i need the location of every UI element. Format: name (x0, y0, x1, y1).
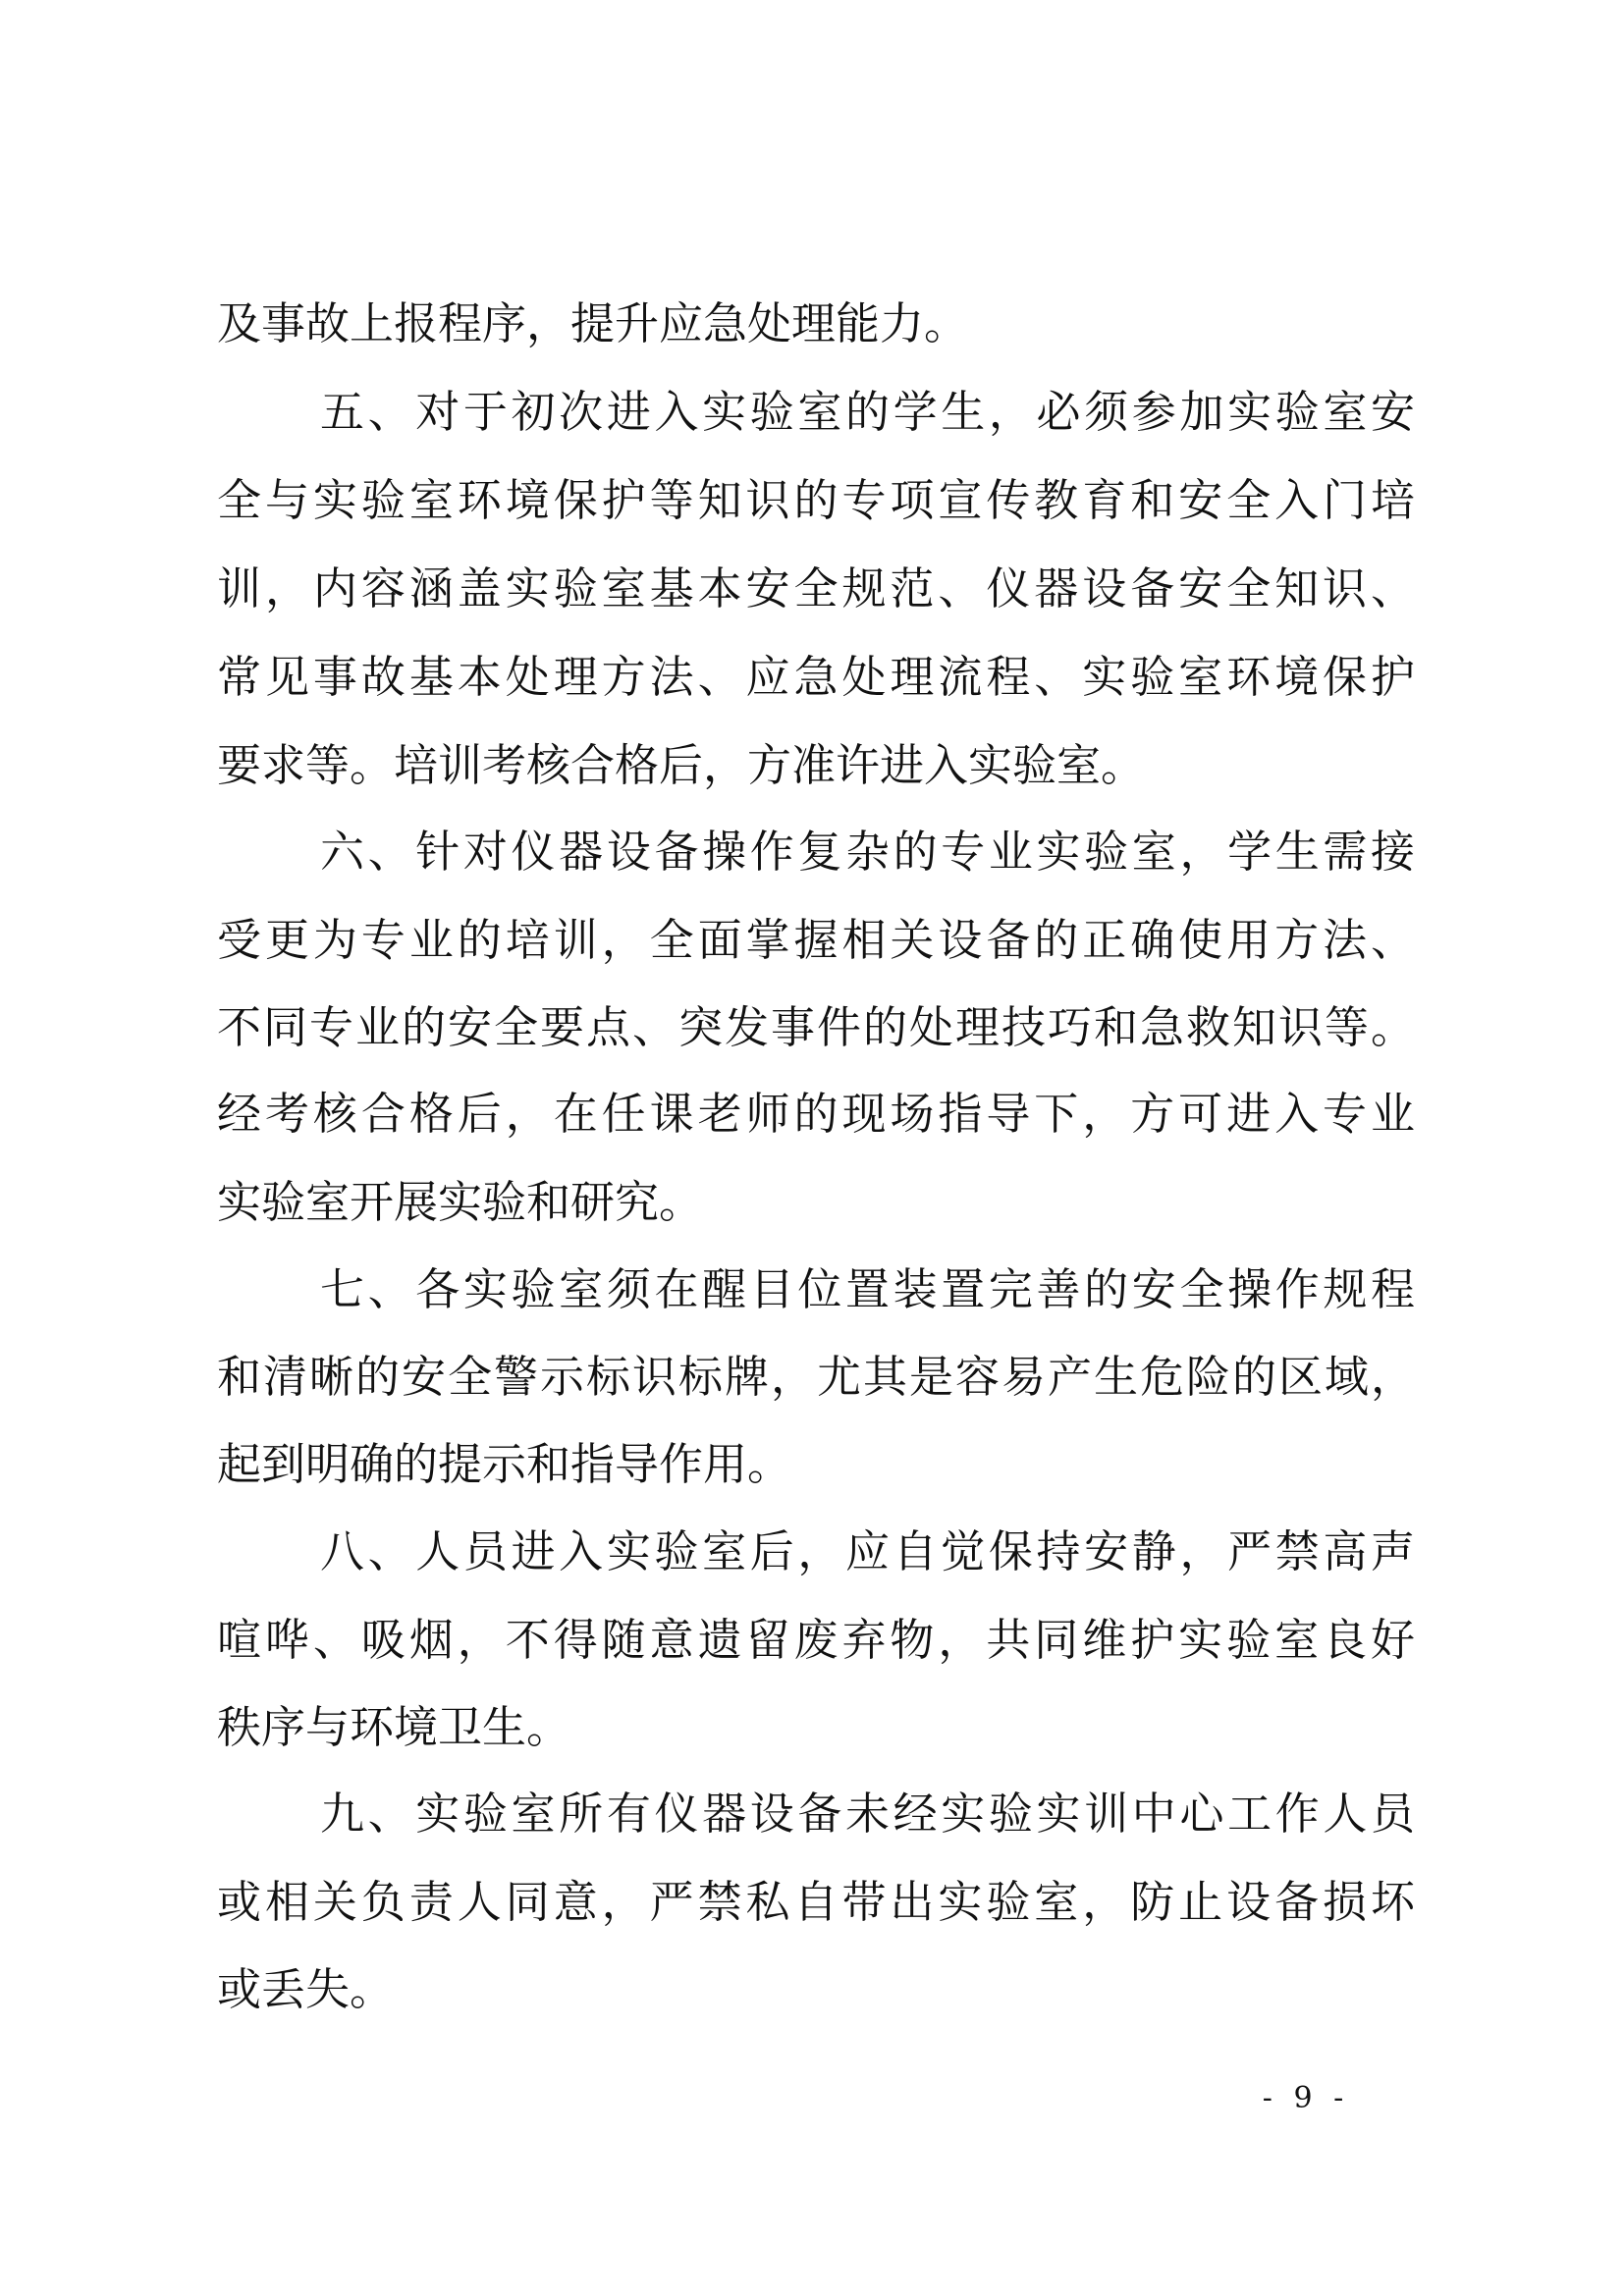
text-line: 经考核合格后，在任课老师的现场指导下，方可进入专业 (217, 1088, 1415, 1140)
text-line: 受更为专业的培训，全面掌握相关设备的正确使用方法、 (217, 914, 1415, 966)
text-line: 训，内容涵盖实验室基本安全规范、仪器设备安全知识、 (217, 562, 1415, 614)
text-line: 全与实验室环境保护等知识的专项宣传教育和安全入门培 (217, 474, 1415, 526)
text-line: 或丢失。 (217, 1963, 395, 2015)
text-line: 起到明确的提示和指导作用。 (217, 1438, 792, 1490)
paragraph-7-start: 七、各实验室须在醒目位置装置完善的安全操作规程 (320, 1263, 1415, 1315)
paragraph-6-start: 六、针对仪器设备操作复杂的专业实验室，学生需接 (320, 826, 1415, 878)
text-line: 不同专业的安全要点、突发事件的处理技巧和急救知识等。 (217, 1001, 1415, 1053)
paragraph-9-start: 九、实验室所有仪器设备未经实验实训中心工作人员 (320, 1788, 1415, 1840)
text-line: 和清晰的安全警示标识标牌，尤其是容易产生危险的区域， (217, 1351, 1415, 1403)
text-line: 或相关负责人同意，严禁私自带出实验室，防止设备损坏 (217, 1876, 1415, 1928)
text-line: 喧哗、吸烟，不得随意遗留废弃物，共同维护实验室良好 (217, 1614, 1415, 1666)
text-line: 秩序与环境卫生。 (217, 1701, 571, 1753)
text-line: 常见事故基本处理方法、应急处理流程、实验室环境保护 (217, 651, 1415, 703)
paragraph-5-start: 五、对于初次进入实验室的学生，必须参加实验室安 (320, 386, 1415, 438)
page-number: - 9 - (1262, 2081, 1350, 2115)
text-line: 实验室开展实验和研究。 (217, 1176, 704, 1228)
text-line: 要求等。培训考核合格后，方准许进入实验室。 (217, 739, 1146, 791)
text-line: 及事故上报程序，提升应急处理能力。 (217, 297, 969, 349)
paragraph-8-start: 八、人员进入实验室后，应自觉保持安静，严禁高声 (320, 1525, 1415, 1577)
